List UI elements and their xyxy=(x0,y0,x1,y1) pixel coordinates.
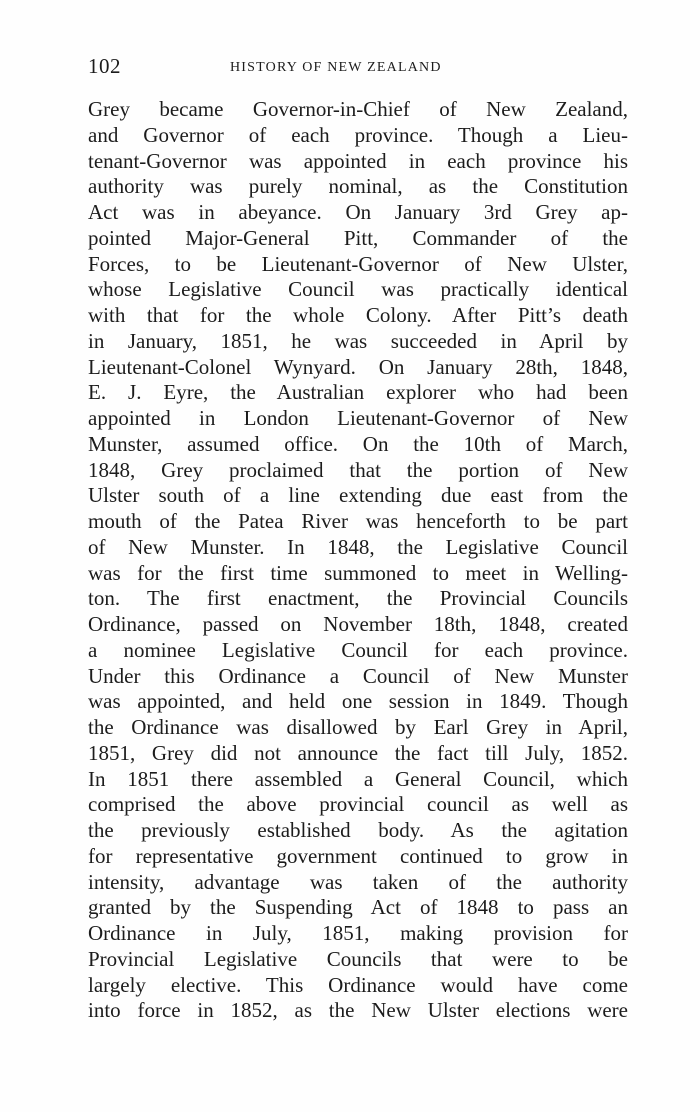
text-line: Ulster south of a line extending due east from the xyxy=(88,483,628,508)
text-line: 1851, Grey did not announce the fact till July, 1852. xyxy=(88,740,628,765)
text-line: was for the first time summoned to meet in Welling- xyxy=(88,560,628,585)
text-line: the previously established body. As the agitation xyxy=(88,818,628,842)
text-line: for representative government continued to grow in xyxy=(88,843,628,868)
text-line: authority was purely nominal, as the Constitution xyxy=(88,174,628,199)
text-line: mouth of the Patea River was henceforth to be part xyxy=(88,509,628,533)
text-line: in January, 1851, he was succeeded in April by xyxy=(88,328,628,353)
text-line: whose Legislative Council was practically identical xyxy=(88,277,628,302)
text-line: intensity, advantage was taken of the authority xyxy=(88,869,628,894)
text-line: Provincial Legislative Councils that were to be xyxy=(88,946,628,971)
text-line: comprised the above provincial council as well as xyxy=(88,792,628,817)
text-line: Act was in abeyance. On January 3rd Grey ap- xyxy=(88,200,628,224)
text-line: In 1851 there assembled a General Council, which xyxy=(88,766,628,791)
text-line: appointed in London Lieutenant-Governor of New xyxy=(88,406,628,430)
text-line: Under this Ordinance a Council of New Munster xyxy=(88,663,628,688)
text-line: granted by the Suspending Act of 1848 to pass an xyxy=(88,895,628,920)
text-line: largely elective. This Ordinance would have come xyxy=(88,972,628,997)
text-line: tenant-Governor was appointed in each province his xyxy=(88,148,628,173)
page-number: 102 xyxy=(88,54,121,78)
body-paragraph xyxy=(88,97,628,1024)
text-line: Munster, assumed office. On the 10th of March, xyxy=(88,431,628,456)
running-title: HISTORY OF NEW ZEALAND xyxy=(230,60,442,75)
text-line: Ordinance, passed on November 18th, 1848, created xyxy=(88,612,628,636)
text-line: into force in 1852, as the New Ulster elections were xyxy=(88,998,628,1023)
text-line: with that for the whole Colony. After Pitt’s death xyxy=(88,303,628,327)
text-line: a nominee Legislative Council for each province. xyxy=(88,637,628,662)
text-line: the Ordinance was disallowed by Earl Grey in April, xyxy=(88,715,628,739)
running-head xyxy=(88,54,628,84)
text-line: 1848, Grey proclaimed that the portion of New xyxy=(88,457,628,482)
text-line: Forces, to be Lieutenant-Governor of New Ulster, xyxy=(88,251,628,276)
text-line: Lieutenant-Colonel Wynyard. On January 28th, 1848, xyxy=(88,354,628,379)
text-line: of New Munster. In 1848, the Legislative Council xyxy=(88,534,628,559)
text-line: Grey became Governor-in-Chief of New Zealand, xyxy=(88,97,628,121)
text-line: Ordinance in July, 1851, making provision for xyxy=(88,921,628,945)
text-line: E. J. Eyre, the Australian explorer who had been xyxy=(88,380,628,405)
text-line: ton. The first enactment, the Provincial Councils xyxy=(88,586,628,611)
text-line: pointed Major-General Pitt, Commander of the xyxy=(88,225,628,250)
text-line: and Governor of each province. Though a Lieu- xyxy=(88,122,628,147)
text-line: was appointed, and held one session in 1849. Though xyxy=(88,689,628,714)
